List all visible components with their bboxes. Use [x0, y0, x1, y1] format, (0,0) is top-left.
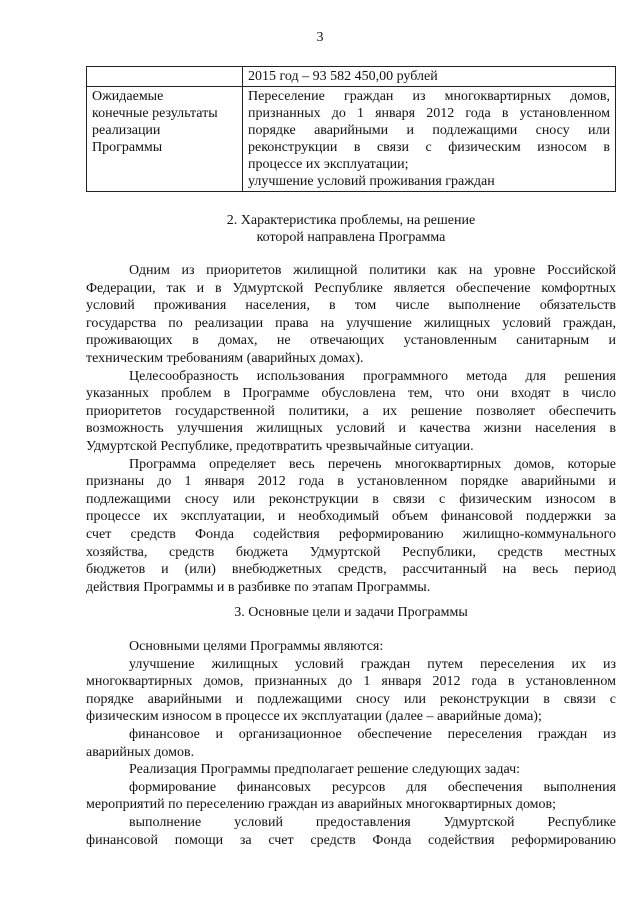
text-line: формирование финансовых ресурсов для обеспечения выполнения	[129, 779, 616, 795]
section-3-heading: 3. Основные цели и задачи Программы	[234, 605, 468, 620]
paragraph	[86, 779, 616, 814]
paragraph	[86, 368, 616, 456]
text-line: счет средств Фонда содействия реформированию жилищно-коммунального	[86, 526, 616, 542]
paragraph	[86, 638, 616, 656]
text-line: бюджетов и (или) внебюджетных средств, рассчитанный на весь период	[86, 562, 616, 578]
text-line: порядке аварийными и подлежащими сносу или реконструкции в связи с	[86, 691, 616, 707]
section-2-heading	[86, 212, 616, 246]
text-line: проживающих в домах, не отвечающих установленным санитарным и	[86, 333, 616, 349]
page-number: 3	[316, 30, 324, 45]
funding-row	[87, 67, 616, 87]
results-value-line: реконструкции в связи с физическим износом в	[248, 140, 610, 155]
text-line: Одним из приоритетов жилищной политики как на уровне Российской	[129, 263, 616, 278]
paragraph	[86, 726, 616, 761]
text-line: Программа определяет весь перечень многоквартирных домов, которые	[129, 456, 616, 472]
results-row	[87, 87, 616, 192]
text-line: Целесообразность использования программного метода для решения	[129, 368, 616, 384]
results-value-cell	[243, 87, 616, 192]
text-line: указанных проблем в Программе обусловлена тем, что они входят в число	[86, 386, 616, 402]
text-line: действия Программы и в разбивке по этапам Программы.	[86, 579, 431, 595]
results-label-line: Ожидаемые	[92, 89, 164, 104]
text-line: процессе их эксплуатации, и необходимый объем финансовой поддержки за	[86, 509, 616, 525]
text-line: мероприятий по переселению граждан из аварийных многоквартирных домов;	[86, 797, 557, 813]
text-line: аварийных домов.	[86, 744, 195, 760]
text-line: приоритетов государственной политики, а их решение позволяет обеспечить	[86, 403, 616, 419]
funding-value-cell	[243, 67, 616, 87]
paragraph	[86, 814, 616, 849]
text-line: хозяйства, средств бюджета Удмуртской Республики, средств местных	[86, 544, 616, 560]
results-value-line: Переселение граждан из многоквартирных домов,	[248, 89, 610, 104]
text-line: улучшение жилищных условий граждан путем переселения их из	[129, 656, 616, 672]
paragraph	[86, 262, 616, 368]
results-label-line: конечные результаты	[92, 106, 218, 121]
results-value-line: порядке аварийными и подлежащими сносу или	[248, 123, 610, 138]
results-value-line: процессе их эксплуатации;	[248, 157, 409, 172]
section-2-heading-line: 2. Характеристика проблемы, на решение	[226, 213, 476, 228]
program-summary-table	[86, 66, 616, 192]
text-line: Реализация Программы предполагает решение следующих задач:	[129, 762, 521, 778]
section-3-body	[86, 638, 616, 849]
text-line: финансовое и организационное обеспечение переселения граждан из	[129, 726, 616, 742]
text-line: государства по реализации права на улучшение жилищных условий граждан,	[86, 315, 616, 331]
results-label-line: реализации	[92, 123, 161, 138]
results-label-line: Программы	[92, 140, 163, 155]
results-value-line: признанных до 1 января 2012 года в установленном	[248, 106, 610, 121]
text-line: подлежащими сносу или реконструкции в связи с физическим износом в	[86, 491, 616, 507]
section-2-body	[86, 262, 616, 596]
section-2-heading-line: которой направлена Программа	[256, 230, 446, 245]
text-line: условий проживания населения, в том числе выполнение обязательств	[86, 298, 616, 314]
text-line: физическим износом в процессе их эксплуатации (далее – аварийные дома);	[86, 709, 542, 725]
text-line: Удмуртской Республике, предотвратить чрезвычайные ситуации.	[86, 438, 474, 454]
paragraph	[86, 456, 616, 597]
text-line: многоквартирных домов, признанных до 1 января 2012 года в установленном	[86, 674, 616, 690]
results-label-cell	[87, 87, 243, 192]
text-line: признаны до 1 января 2012 года в установленном порядке аварийными и	[86, 474, 616, 490]
text-line: Федерации, так и в Удмуртской Республике является обеспечение комфортных	[86, 280, 616, 296]
text-line: техническим требованиям (аварийных домах).	[86, 350, 364, 366]
funding-label-cell	[87, 67, 243, 87]
paragraph	[86, 761, 616, 779]
results-value-line: улучшение условий проживания граждан	[248, 174, 495, 189]
text-line: финансовой помощи за счет средств Фонда содействия реформированию	[86, 832, 616, 848]
funding-value: 2015 год – 93 582 450,00 рублей	[248, 69, 438, 84]
text-line: выполнение условий предоставления Удмуртской Республике	[129, 814, 616, 830]
text-line: возможность улучшения жилищных условий и качества жизни населения в	[86, 421, 616, 437]
paragraph	[86, 656, 616, 726]
text-line: Основными целями Программы являются:	[129, 639, 384, 654]
